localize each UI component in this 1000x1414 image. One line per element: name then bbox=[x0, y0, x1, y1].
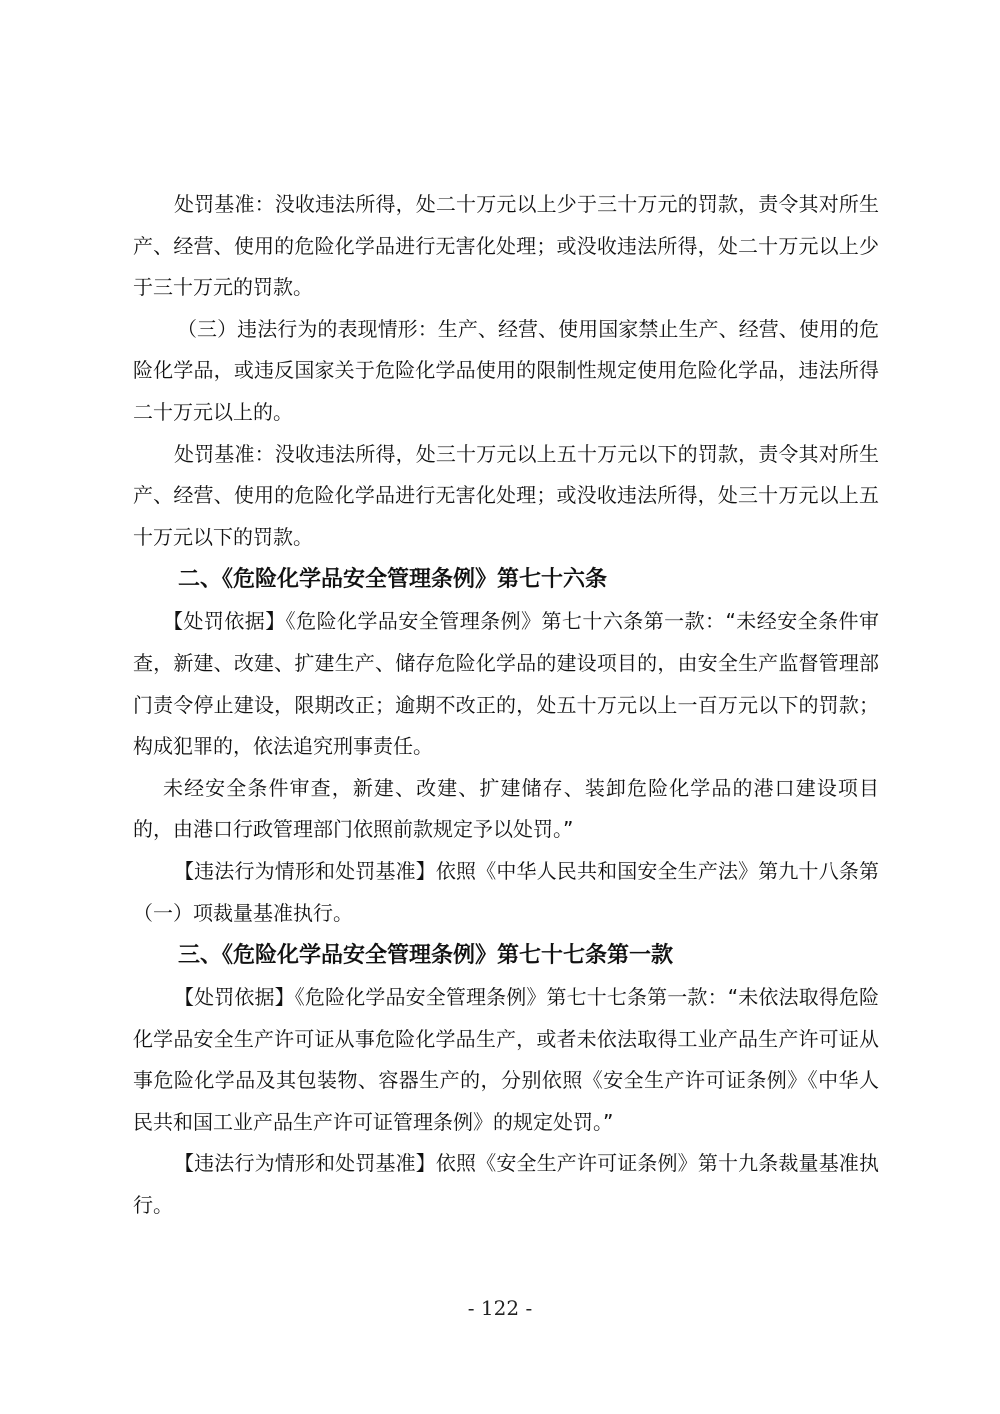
paragraph-violation-standard-77: 【违法行为情形和处罚基准】依照《安全生产许可证条例》第十九条裁量基准执行。 bbox=[133, 1151, 879, 1218]
page-number: - 122 - bbox=[467, 1296, 533, 1320]
paragraph-port-projects: 未经安全条件审查，新建、改建、扩建储存、装卸危险化学品的港口建设项目的，由港口行政管理部门依照前款规定予以处罚。” bbox=[133, 775, 879, 842]
paragraph-penalty-standard-1: 处罚基准：没收违法所得，处二十万元以上少于三十万元的罚款，责令其对所生产、经营、使用的危险化学品进行无害化处理；或没收违法所得，处二十万元以上少于三十万元的罚款。 bbox=[133, 192, 879, 300]
document-body bbox=[133, 184, 879, 1227]
section-heading-article-77: 三、《危险化学品安全管理条例》第七十七条第一款 bbox=[178, 942, 674, 969]
paragraph-penalty-basis-77: 【处罚依据】《危险化学品安全管理条例》第七十七条第一款：“未依法取得危险化学品安全生产许可证从事危险化学品生产，或者未依法取得工业产品生产许可证从事危险化学品及其包装物、容器生产的，分别依照《安全生产许可证条例》《中华人民共和国工业产品生产许可证管理条例》的规定处罚。” bbox=[133, 985, 879, 1134]
paragraph-violation-case-3: （三）违法行为的表现情形：生产、经营、使用国家禁止生产、经营、使用的危险化学品，或违反国家关于危险化学品使用的限制性规定使用危险化学品，违法所得二十万元以上的。 bbox=[133, 316, 879, 424]
paragraph-violation-standard-76: 【违法行为情形和处罚基准】依照《中华人民共和国安全生产法》第九十八条第（一）项裁量基准执行。 bbox=[133, 858, 879, 925]
paragraph-penalty-basis-76: 【处罚依据】《危险化学品安全管理条例》第七十六条第一款：“未经安全条件审查，新建、改建、扩建生产、储存危险化学品的建设项目的，由安全生产监督管理部门责令停止建设，限期改正；逾期不改正的，处五十万元以上一百万元以下的罚款；构成犯罪的，依法追究刑事责任。 bbox=[133, 609, 879, 759]
section-heading-article-76: 二、《危险化学品安全管理条例》第七十六条 bbox=[178, 566, 608, 593]
paragraph-penalty-standard-2: 处罚基准：没收违法所得，处三十万元以上五十万元以下的罚款，责令其对所生产、经营、使用的危险化学品进行无害化处理；或没收违法所得，处三十万元以上五十万元以下的罚款。 bbox=[133, 441, 879, 549]
